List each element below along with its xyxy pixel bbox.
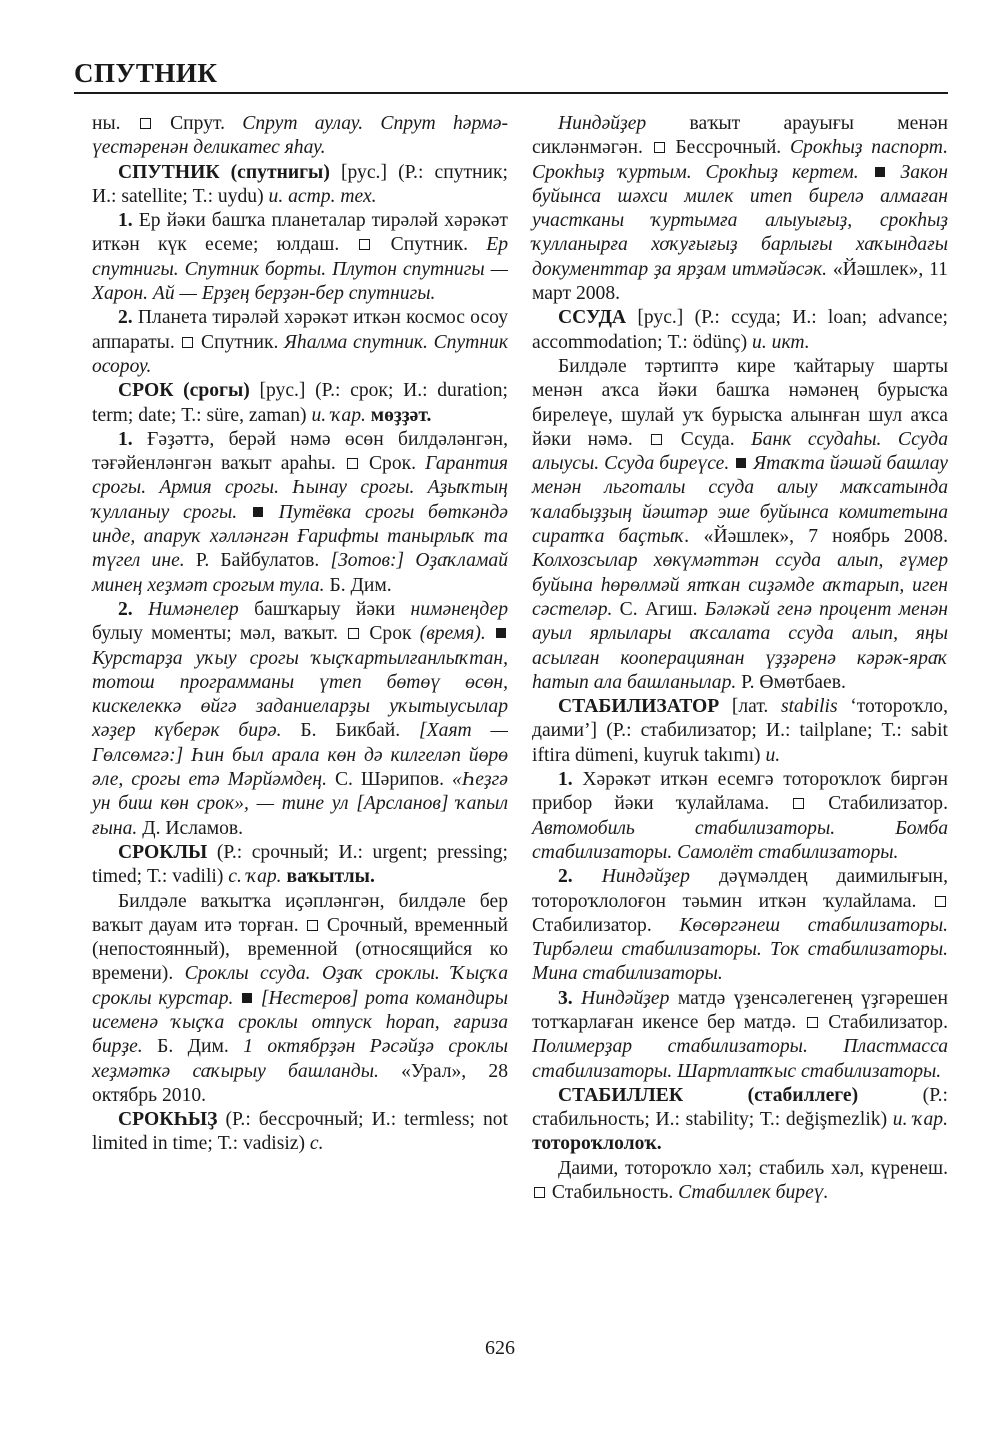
example-text: Көсөргәнеш стабилизаторы. Тирбәлеш стабилизаторы. Ток стабилизаторы. Мина стабилизаторы.	[532, 914, 948, 985]
sense-paragraph	[532, 768, 948, 865]
example-text: «Һеҙгә ун биш көн срок», — тине ул [Арсланов] ҡапыл ғына.	[92, 769, 508, 839]
running-head-title: СПУТНИК	[74, 58, 218, 88]
dictionary-entry	[532, 695, 948, 768]
body-text: Спутник.	[195, 331, 285, 353]
example-text: Ниндәйҙер	[601, 866, 690, 888]
headword-text: 3.	[558, 987, 573, 1009]
headword-text: СРОКҺЫҘ	[118, 1109, 218, 1131]
russian-equivalent-marker-icon	[307, 920, 318, 931]
body-text	[573, 988, 581, 1009]
russian-equivalent-marker-icon	[359, 239, 370, 250]
example-text: Гарантия срогы. Армия срогы. Һынау срогы. Аҙыҡтың ҡулланыу срогы.	[92, 453, 508, 523]
sense-paragraph	[532, 987, 948, 1084]
example-text: Ниндәйҙер	[581, 987, 670, 1009]
headword-text: ваҡытлы.	[281, 866, 375, 888]
headword-text: 1.	[118, 210, 133, 232]
russian-equivalent-marker-icon	[807, 1017, 818, 1028]
example-text: [Зотов:] Оҙаҡламай минең хеҙмәт срогым тула.	[92, 550, 508, 596]
example-text: Полимерҙар стабилизаторы. Пластмасса стабилизаторы. Шартлатҡыс стабилизаторы.	[532, 1036, 948, 1082]
body-text: Хәрәкәт иткән есемгә тотороҡлоҡ биргән прибор йәки ҡулайлама.	[532, 769, 948, 815]
example-text: Курстарҙа уҡыу срогы ҡыҫҡартылғанлыҡтан, тотош программаны үтеп бөтөү өсөн, кискелеккә өйгә заданиеларҙы уҡытыусылар хәҙер күберәк бирә.	[92, 647, 508, 742]
sense-paragraph	[92, 890, 508, 1109]
example-text: Автомобиль стабилизаторы. Бомба стабилизаторы. Самолёт стабилизаторы.	[532, 817, 948, 863]
body-text: ‘тотороҡло, даими’] (Р.: стабилизатор; И.: tailplane; Т.: sabit iftira dümeni, kuyruk takımı)	[532, 696, 948, 766]
sense-paragraph	[532, 1157, 948, 1206]
example-text: Ниндәйҙер	[558, 113, 647, 134]
page-number: 626	[485, 1337, 515, 1359]
example-text: [Нестеров] рота командиры исеменә ҡыҫҡа сроклы отпуск һорап, ғариза бирҙе.	[92, 987, 508, 1058]
body-text: Д. Исламов.	[137, 817, 244, 839]
example-text: Спрут аулау. Спрут һәрмәүестәренән деликатес яһау.	[92, 113, 508, 159]
example-text: stabilis	[780, 696, 838, 718]
body-text: Р. Байбулатов.	[184, 550, 331, 572]
headword-text: СПУТНИК (спутнигы)	[118, 161, 330, 183]
example-text: Стабиллек биреү.	[678, 1182, 829, 1204]
body-text: [рус.] (Р.: срок; И.: duration; term; date; Т.: süre, zaman)	[92, 380, 508, 426]
body-text: булыу моменты; мәл, ваҡыт.	[92, 623, 347, 645]
example-quote-marker-icon	[496, 628, 506, 638]
body-text: Билдәле ваҡытҡа иҫәпләнгән, билдәле бер ваҡыт дауам итә торған.	[92, 890, 508, 936]
body-text: Ссуда.	[664, 428, 752, 450]
russian-equivalent-marker-icon	[654, 142, 665, 153]
body-text: «Йәшлек», 11 март 2008.	[532, 258, 948, 305]
example-text: Бәләкәй генә процент менән ауыл ярлылары аҡсалата ссуда алып, яңы асылған кооперациянан үҙҙәренә кәрәк-яраҡ һатып ала башланылар.	[532, 598, 948, 693]
example-text: Яһалма спутник. Спутник осороу.	[92, 331, 508, 377]
example-text: и. ҡар.	[311, 404, 366, 426]
headword-text: СТАБИЛЛЕК (стабиллеге)	[558, 1084, 859, 1106]
body-text: С. Шәрипов.	[326, 769, 453, 791]
sense-paragraph	[92, 306, 508, 379]
example-quote-marker-icon	[875, 167, 885, 177]
dictionary-entry	[92, 161, 508, 210]
russian-equivalent-marker-icon	[182, 337, 193, 348]
russian-equivalent-marker-icon	[935, 896, 946, 907]
example-text: Колхозсылар хөкүмәттән ссуда алып, ғүмер буйына һөрөлмәй ятҡан сиҙәмде аҡтарып, иген сәстеләр.	[532, 550, 948, 620]
body-text: «Йәшлек», 7 ноябрь 2008.	[689, 526, 948, 548]
body-text: (Р.: срочный; И.: urgent; pressing; timed; Т.: vadili)	[92, 841, 508, 888]
russian-equivalent-marker-icon	[534, 1187, 545, 1198]
example-text: [Хаят — Гөлсөмгә:] Һин был арала көн дә килгеләп йөрө әле, срогы етә Мәрйәмдең.	[92, 720, 508, 791]
body-text: [рус.] (Р.: спутник; И.: satellite; Т.: uydu)	[92, 161, 508, 207]
example-text: Нимәнелер	[148, 598, 239, 620]
body-text: Билдәле тәртиптә кире ҡайтарыу шарты менән аҡса йәки башҡа нәмәнең бурысҡа бирелеүе, шулай уҡ бурысҡа алынған шул аҡса йәки нәмә.	[532, 355, 948, 450]
dictionary-entry	[532, 1084, 948, 1157]
left-column	[92, 112, 508, 1157]
dictionary-entry	[92, 841, 508, 890]
body-text: Б. Бикбай.	[281, 720, 420, 742]
body-text: Стабильность.	[547, 1182, 679, 1204]
body-text: (Р.: стабильность; И.: stability; Т.: değişmezlik)	[532, 1084, 948, 1131]
body-text: Б. Дим.	[324, 574, 392, 596]
headword-text: ССУДА	[558, 307, 627, 329]
body-text: Спрут.	[152, 113, 243, 134]
russian-equivalent-marker-icon	[347, 458, 358, 469]
body-text: Планета тирәләй хәрәкәт иткән космос осоу аппараты.	[92, 307, 508, 353]
body-text: Стабилизатор.	[806, 793, 948, 815]
body-text: Ер йәки башҡа планеталар тирәләй хәрәкәт иткән күк есеме; юлдаш.	[92, 210, 508, 256]
headword-text: тотороҡлолоҡ.	[532, 1133, 662, 1155]
example-text: Банк ссудаһы. Ссуда алыусы. Ссуда биреүсе.	[532, 428, 948, 475]
russian-equivalent-marker-icon	[140, 118, 151, 129]
sense-paragraph	[532, 112, 948, 306]
body-text: Спутник.	[372, 234, 487, 256]
body-text: Срок	[361, 623, 420, 645]
body-text: Стабилизатор.	[819, 1011, 948, 1033]
sense-paragraph	[532, 355, 948, 695]
headword-text: 1.	[558, 769, 573, 791]
headword-text: 2.	[118, 598, 133, 620]
example-text: 1 октябрҙән Рәсәйҙә сроклы хеҙмәткә саҡырыу башланды.	[92, 1036, 509, 1082]
body-text: ваҡыт арауығы менән сикләнмәгән.	[532, 113, 948, 159]
body-text: С. Агиш.	[612, 598, 705, 620]
body-text: Срочный, временный (непостоянный), временной (относящийся ко времени).	[92, 914, 508, 985]
sense-paragraph	[532, 865, 948, 986]
example-quote-marker-icon	[253, 507, 263, 517]
body-text: «Урал», 28 октябрь 2010.	[92, 1060, 508, 1106]
example-text: с.	[309, 1133, 324, 1155]
sense-paragraph	[92, 598, 508, 841]
dictionary-entry	[532, 306, 948, 355]
headword-text: СРОКЛЫ	[118, 841, 208, 863]
body-text	[573, 866, 602, 887]
body-text: Бессрочный.	[666, 137, 790, 159]
headword-text: СТАБИЛИЗАТОР	[558, 696, 720, 718]
example-text: Закон буйынса шәхси милек итеп бирелә алмаған участканы ҡуртымға алыуығыҙ, срокһыҙ ҡулланырға хоҡуғығыҙ барлығы хаҡындағы документтар ҙа ярҙам итмәйәсәк.	[532, 161, 948, 280]
example-text: Ер спутнигы. Спутник борты. Плутон спутнигы — Харон. Ай — Ерҙең берҙән-бер спутнигы.	[92, 234, 508, 305]
body-text: матдә үҙенсәлегенең үҙгәрешен тотҡарлаған икенсе бер матдә.	[532, 987, 948, 1033]
example-text: и. ҡар.	[892, 1109, 948, 1131]
headword-text: 2.	[558, 866, 573, 888]
example-quote-marker-icon	[242, 993, 252, 1003]
russian-equivalent-marker-icon	[793, 798, 804, 809]
body-text: (Р.: бессрочный; И.: termless; not limited in time; Т.: vadisiz)	[92, 1109, 508, 1155]
example-text: нимәнеңдер	[410, 598, 508, 620]
body-text	[133, 599, 148, 620]
body-text: [рус.] (Р.: ссуда; И.: loan; advance; accommodation; Т.: ödünç)	[532, 307, 948, 353]
headword-text: 2.	[118, 307, 133, 329]
body-text: Срок.	[359, 453, 426, 475]
example-text: (время).	[419, 623, 494, 645]
body-text: Даими, тотороҡло хәл; стабиль хәл, күренеш.	[558, 1157, 948, 1179]
example-text: с. ҡар.	[228, 866, 282, 888]
example-text: и. икт.	[752, 331, 810, 353]
example-text: и.	[765, 744, 781, 766]
continued-text	[92, 112, 508, 161]
example-text: Ятаҡта йәшәй башлау менән льготалы ссуда алыу маҡсатында ҡалабыҙҙың йәштәр эше буйынса комитетына сиратҡа баҫтыҡ.	[532, 453, 948, 548]
body-text: Р. Өмөтбаев.	[736, 671, 846, 693]
dictionary-entry	[92, 379, 508, 428]
body-text: башҡарыу йәки	[238, 598, 411, 620]
sense-paragraph	[92, 209, 508, 306]
body-text: ны.	[92, 113, 138, 134]
body-text: Стабилизатор.	[532, 914, 680, 936]
dictionary-entry	[92, 1108, 508, 1157]
body-text: [лат.	[719, 696, 781, 718]
example-text: и. астр. тех.	[268, 185, 377, 207]
example-text: Путёвка срогы бөткәндә инде, апаруҡ хәлләнгән Ғарифты танырлыҡ та түгел ине.	[92, 501, 508, 572]
russian-equivalent-marker-icon	[348, 628, 359, 639]
headword-text: СРОК (срогы)	[118, 380, 250, 402]
body-text: Б. Дим.	[142, 1036, 244, 1058]
example-text: Сроклы ссуда. Оҙаҡ сроклы. Ҡыҫҡа сроклы курстар.	[92, 963, 508, 1009]
russian-equivalent-marker-icon	[651, 434, 662, 445]
header-rule	[74, 92, 948, 94]
right-column	[532, 112, 948, 1205]
example-quote-marker-icon	[736, 458, 746, 468]
headword-text: мөҙҙәт.	[365, 404, 432, 426]
example-text: Срокһыҙ паспорт. Срокһыҙ ҡуртым. Срокһыҙ кертем.	[532, 137, 948, 183]
body-text: Ғәҙәттә, берәй нәмә өсөн билдәләнгән, тәғәйенләнгән ваҡыт араһы.	[92, 428, 508, 475]
body-text: дәүмәлдең даимилығын, тотороҡлолоғон тәьмин иткән ҡулайлама.	[532, 866, 948, 912]
headword-text: 1.	[118, 428, 133, 450]
sense-paragraph	[92, 428, 508, 598]
